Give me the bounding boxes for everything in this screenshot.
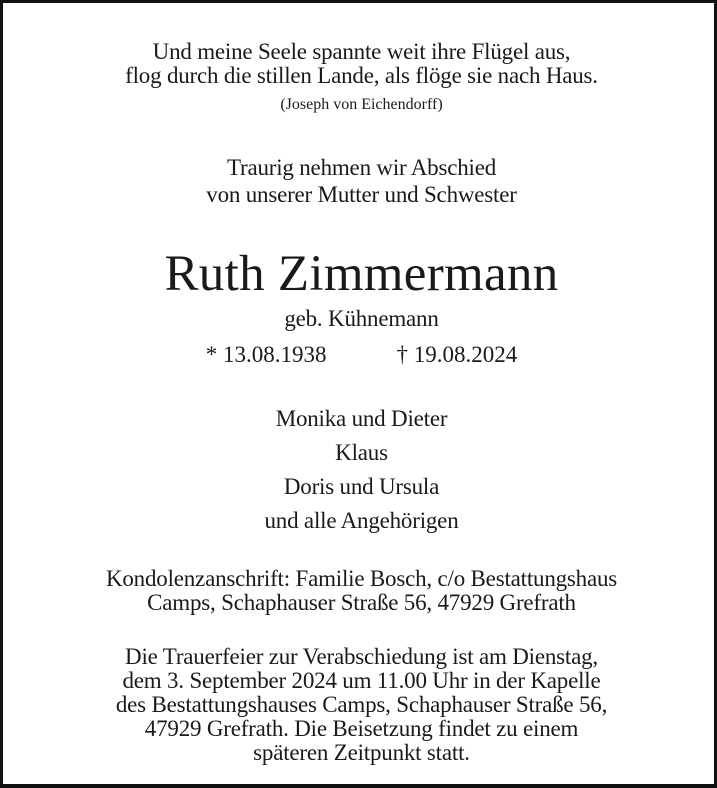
- ceremony-line-3: des Bestattungshauses Camps, Schaphauser Straße 56,: [115, 692, 608, 717]
- birth-name: geb. Kühnemann: [284, 306, 439, 331]
- intro-line-2: von unserer Mutter und Schwester: [206, 182, 517, 207]
- birth-date: * 13.08.1938: [205, 342, 327, 367]
- ceremony-line-4: 47929 Grefrath. Die Beisetzung findet zu einem: [144, 716, 579, 741]
- quote-line-1: Und meine Seele spannte weit ihre Flügel aus,: [152, 39, 571, 64]
- ceremony-line-5: späteren Zeitpunkt statt.: [253, 740, 470, 765]
- mourner-4: und alle Angehörigen: [264, 508, 459, 533]
- quote-attribution: (Joseph von Eichendorff): [280, 96, 443, 113]
- ceremony-line-1: Die Trauerfeier zur Verabschiedung ist am Dienstag,: [125, 644, 598, 669]
- quote-line-2: flog durch die stillen Lande, als flöge sie nach Haus.: [125, 63, 598, 88]
- mourner-2: Klaus: [335, 440, 388, 465]
- mourner-1: Monika und Dieter: [275, 406, 448, 431]
- deceased-name: Ruth Zimmermann: [164, 246, 559, 302]
- intro-line-1: Traurig nehmen wir Abschied: [226, 155, 497, 180]
- life-dates: [3, 343, 717, 366]
- ceremony-line-2: dem 3. September 2024 um 11.00 Uhr in der Kapelle: [122, 668, 601, 693]
- death-date: † 19.08.2024: [396, 342, 518, 367]
- condolence-line-1: Kondolenzanschrift: Familie Bosch, c/o Bestattungshaus: [105, 566, 618, 591]
- mourner-3: Doris und Ursula: [283, 474, 440, 499]
- condolence-line-2: Camps, Schaphauser Straße 56, 47929 Grefrath: [147, 590, 576, 615]
